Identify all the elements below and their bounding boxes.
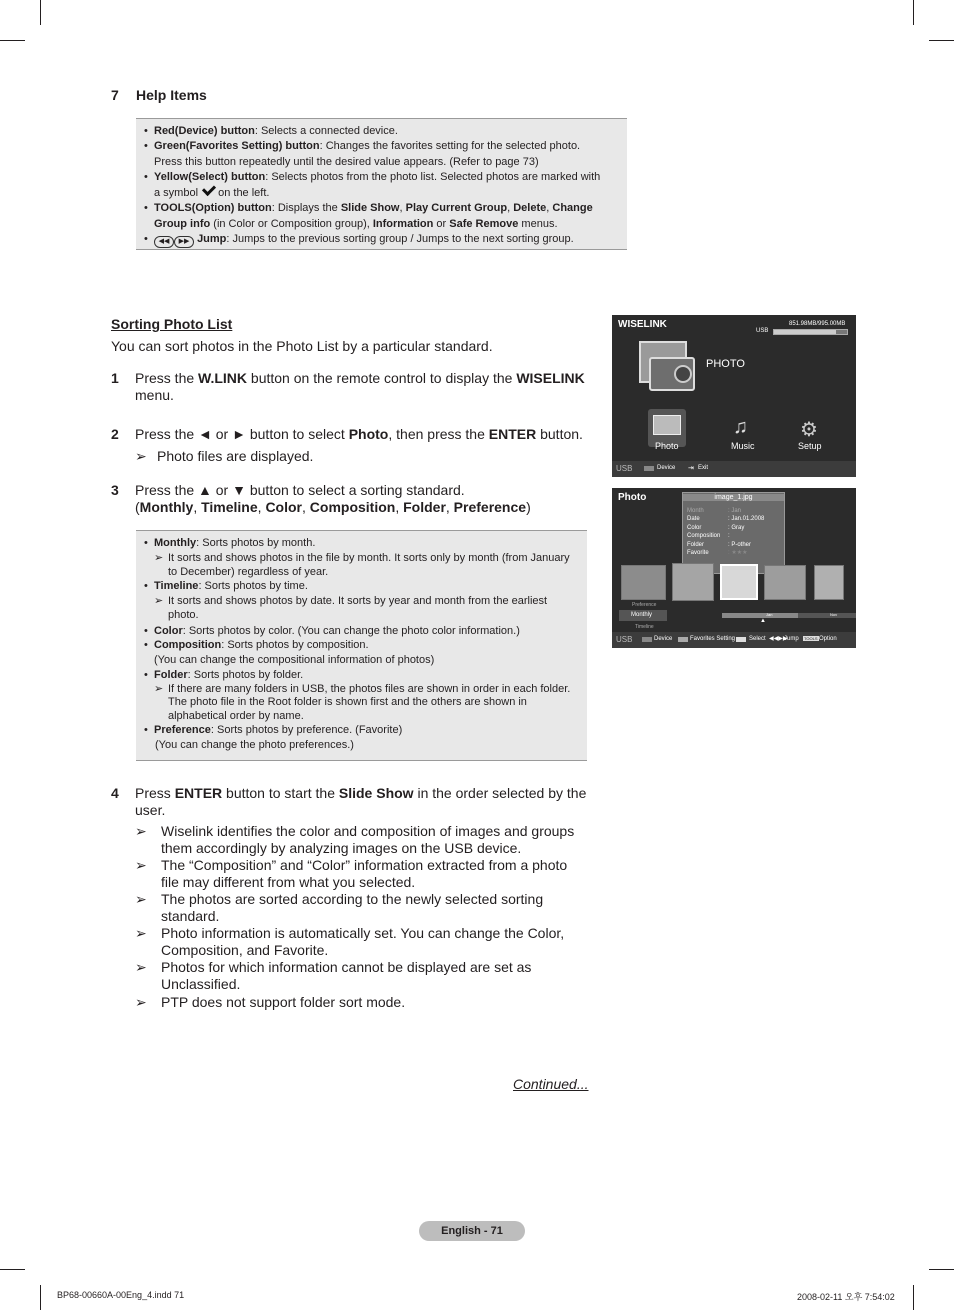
info-value: : Jan — [728, 508, 742, 514]
step-3: 3 Press the ▲ or ▼ button to select a sorting standard. (Monthly, Timeline, Color, Composition, Folder, Preference) — [111, 482, 531, 515]
tools-button-icon: TOOLS — [804, 636, 818, 641]
info-labels — [687, 507, 720, 557]
sort-current: Monthly — [631, 612, 653, 618]
timeline-bar[interactable] — [722, 613, 856, 618]
photo-thumbnail-selected[interactable] — [720, 564, 758, 600]
wiselink-screen — [612, 315, 856, 477]
crop-mark — [913, 0, 914, 25]
crop-mark — [0, 1269, 25, 1270]
status-select: Select — [749, 636, 766, 642]
step-note: ➢ The photos are sorted according to the newly selected sorting standard. — [135, 891, 587, 925]
checkmark-icon — [202, 182, 216, 196]
info-value: : P-other — [728, 541, 752, 548]
info-values — [728, 507, 764, 557]
help-item: • Green(Favorites Setting) button: Changes the favorites setting for the selected photo. Press this button repeatedly until the desired value appears. (Refer to page 73) — [144, 139, 622, 170]
help-item: • TOOLS(Option) button: Displays the Slide Show, Play Current Group, Delete, Change Group info (in Color or Composition group), Information or Safe Remove menus. — [144, 201, 622, 232]
green-button-icon — [678, 637, 688, 642]
up-arrow-icon: ▲ — [760, 618, 766, 624]
jump-icon: ◀◀▶▶ — [769, 636, 788, 642]
info-value: : — [728, 533, 730, 540]
camera-icon — [649, 357, 695, 391]
info-value: : Gray — [728, 524, 745, 531]
help-item: • Yellow(Select) button: Selects photos from the photo list. Selected photos are marked with a symbol on the left. — [144, 170, 622, 202]
sort-item: • Folder: Sorts photos by folder. — [144, 668, 578, 683]
info-label: Date — [687, 516, 700, 523]
help-item: • ◀◀ ▶▶ Jump: Jumps to the previous sorting group / Jumps to the next sorting group. — [144, 232, 622, 248]
photo-thumbnail[interactable] — [764, 565, 806, 600]
sort-note: ➢ It sorts and shows photos in the file by month. It sorts only by month (from January to December) regardless of year. — [150, 551, 578, 579]
gear-icon: ⚙ — [800, 419, 818, 441]
capacity-bar — [773, 329, 848, 335]
status-device: Device — [657, 465, 676, 471]
section-title: Help Items — [136, 87, 207, 103]
continued-label: Continued... — [513, 1076, 589, 1092]
status-favorites: Favorites Setting — [690, 636, 736, 642]
sort-selector[interactable] — [619, 610, 667, 621]
sort-item: • Monthly: Sorts photos by month. — [144, 536, 578, 551]
music-note-icon: ♫ — [733, 416, 748, 438]
status-device: Device — [654, 636, 673, 642]
status-option: Option — [819, 636, 837, 642]
step-note: ➢ The “Composition” and “Color” information extracted from a photo file may different from what you selected. — [135, 857, 587, 891]
sort-item: • Preference: Sorts photos by preference. (Favorite) (You can change the photo preferences.) — [144, 723, 578, 753]
file-name: BP68-00660A-00Eng_4.indd 71 — [57, 1290, 185, 1300]
rewind-button-icon: ◀◀ — [154, 236, 174, 248]
step-2: 2 Press the ◄ or ► button to select Photo, then press the ENTER button. ➢ Photo files are displayed. — [111, 426, 587, 465]
usb-label: USB — [756, 328, 769, 334]
photo-screen-title: Photo — [618, 492, 647, 503]
help-items-box — [136, 118, 627, 250]
help-item: • Red(Device) button: Selects a connected device. — [144, 124, 622, 139]
step-note: ➢ Photo information is automatically set. You can change the Color, Composition, and Favorite. — [135, 925, 587, 959]
step-note: ➢ Photo files are displayed. — [135, 448, 587, 465]
photo-icon — [653, 415, 681, 435]
menu-photo[interactable]: Photo — [655, 441, 679, 451]
status-usb: USB — [616, 464, 633, 473]
crop-mark — [929, 1269, 954, 1270]
photo-thumbnail[interactable] — [672, 563, 714, 601]
help-items-heading — [111, 87, 207, 103]
crop-mark — [913, 1285, 914, 1310]
status-exit: Exit — [698, 465, 709, 471]
sort-above: Preference — [632, 602, 657, 608]
step-note: ➢ PTP does not support folder sort mode. — [135, 994, 587, 1011]
sorting-intro: You can sort photos in the Photo List by a particular standard. — [111, 338, 493, 354]
sorting-title: Sorting Photo List — [111, 316, 233, 332]
sort-item: • Composition: Sorts photos by composition. (You can change the compositional information of photos) — [144, 638, 578, 668]
crop-mark — [0, 40, 25, 41]
sort-item: • Color: Sorts photos by color. (You can change the photo color information.) — [144, 624, 578, 639]
photo-filename: image_1.jpg — [683, 494, 784, 501]
photo-heading: PHOTO — [706, 358, 745, 370]
sort-below: Timeline — [635, 624, 654, 630]
photo-info-popup — [682, 492, 785, 574]
usb-capacity: 851.98MB/995.00MB — [789, 321, 846, 327]
info-value: : ★★★ — [728, 550, 748, 557]
info-label: Composition — [687, 533, 721, 540]
camera-lens-icon — [674, 365, 692, 383]
crop-mark — [40, 0, 41, 25]
status-usb: USB — [616, 635, 633, 644]
timeline-right: Nov — [830, 612, 838, 617]
wiselink-title: WISELINK — [618, 319, 667, 330]
status-bar — [612, 461, 856, 477]
photo-thumbnail[interactable] — [814, 565, 844, 600]
photo-thumbnail[interactable] — [621, 565, 666, 600]
exit-icon: ⇥ — [688, 465, 694, 472]
capacity-fill — [774, 330, 836, 334]
yellow-button-icon — [736, 637, 746, 642]
step-1: 1 Press the W.LINK button on the remote control to display the WISELINK menu. — [111, 370, 585, 403]
step-note: ➢ Wiselink identifies the color and composition of images and groups them accordingly by analyzing images on the USB device. — [135, 823, 587, 857]
timeline-left: Jan — [766, 612, 773, 617]
sort-item: • Timeline: Sorts photos by time. — [144, 579, 578, 594]
sort-note: ➢ It sorts and shows photos by date. It sorts by year and month from the earliest photo. — [150, 594, 578, 622]
info-value: : Jan.01.2008 — [728, 516, 765, 523]
info-label: Folder — [687, 541, 705, 548]
menu-setup[interactable]: Setup — [798, 441, 822, 451]
fast-forward-button-icon: ▶▶ — [174, 236, 194, 248]
photo-list-screen — [612, 488, 856, 648]
crop-mark — [929, 40, 954, 41]
red-button-icon — [644, 466, 654, 471]
page-number: English - 71 — [419, 1221, 525, 1241]
menu-music[interactable]: Music — [731, 441, 755, 451]
step-4: 4 Press ENTER button to start the Slide Show in the order selected by the user. ➢ Wiselink identifies the color and composition of images and groups them accordingly by analyzing images on the USB device. ➢ The “Composition” and “Color” information extracted from a photo file may different from what you selected. ➢ The photos are sorted according to the newly selected sorting standard. ➢ Photo information is automatically set. You can change the Color, Composition, and Favorite. ➢ Photos for which information cannot be displayed are set as Unclassified. ➢ PTP does not support folder sort mode. — [111, 785, 587, 1011]
section-number: 7 — [111, 87, 119, 103]
step-note: ➢ Photos for which information cannot be displayed are set as Unclassified. — [135, 959, 587, 993]
status-jump: Jump — [784, 636, 799, 642]
crop-mark — [40, 1285, 41, 1310]
info-label: Color — [687, 524, 702, 531]
status-bar — [612, 632, 856, 648]
print-date: 2008-02-11 오후 7:54:02 — [797, 1292, 895, 1302]
red-button-icon — [642, 637, 652, 642]
info-label: Month — [687, 508, 704, 514]
info-label: Favorite — [687, 550, 709, 557]
sort-note: ➢ If there are many folders in USB, the photos files are shown in order in each folder. The photo file in the Root folder is shown first and the others are shown in alphabetical order by name. — [150, 683, 578, 724]
sorting-standards-box — [136, 530, 587, 761]
